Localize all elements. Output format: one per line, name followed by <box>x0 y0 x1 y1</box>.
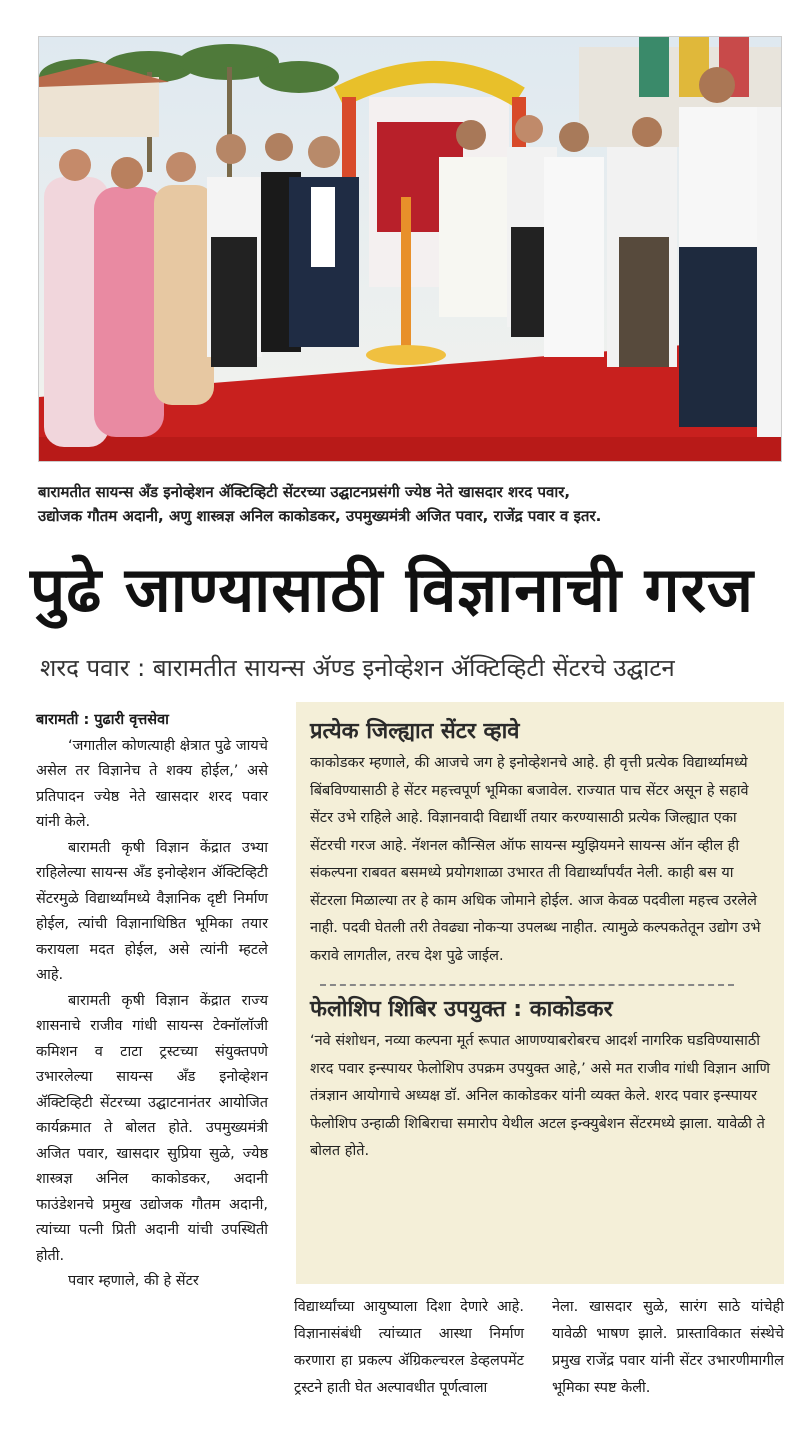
event-photo <box>38 36 782 462</box>
box-text-1: काकोडकर म्हणाले, की आजचे जग हे इनोव्हेशनचे आहे. ही वृत्ती प्रत्येक विद्यार्थ्यामध्ये बिंबविण्यासाठी हे सेंटर महत्त्वपूर्ण भूमिका बजावेल. राज्यात पाच सेंटर असून हे सहावे सेंटर उभे राहिले आहे. विज्ञानवादी विद्यार्थी तयार करण्यासाठी प्रत्येक जिल्ह्यात एका सेंटरची गरज आहे. नॅशनल कौन्सिल ऑफ सायन्स म्युझियमने सायन्स ऑन व्हील ही संकल्पना राबवत बसमध्ये प्रयोगशाळा उभारत ती विद्यार्थ्यांपर्यंत नेली. काही बस या सेंटरला मिळाल्या तर हे काम अधिक जोमाने होईल. आज केवळ पदवीला महत्त्व उरलेले नाही. पदवी घेतली तरी तेवढ्या नोकऱ्या उपलब्ध नाहीत. त्यामुळे कल्पकतेतून उद्योग उभे करावे लागतील, तरच देश पुढे जाईल. <box>310 755 761 964</box>
box-text-2: ‘नवे संशोधन, नव्या कल्पना मूर्त रूपात आणण्याबरोबरच आदर्श नागरिक घडविण्यासाठी शरद पवार इन्स्पायर फेलोशिप उपक्रम उपयुक्त आहे,’ असे मत राजीव गांधी विज्ञान आणि तंत्रज्ञान आयोगाचे अध्यक्ष डॉ. अनिल काकोडकर यांनी व्यक्त केले. शरद पवार इन्स्पायर फेलोशिप उन्हाळी शिबिराचा समारोप येथील अटल इन्क्युबेशन सेंटरमध्ये झाला. यावेळी ते बोलत होते. <box>310 1033 771 1159</box>
subheadline: शरद पवार : बारामतीत सायन्स ॲण्ड इनोव्हेशन ॲक्टिव्हिटी सेंटरचे उद्घाटन <box>40 654 675 682</box>
paragraph: ‘जगातील कोणत्याही क्षेत्रात पुढे जायचे असेल तर विज्ञानेच ते शक्य होईल,’ असे प्रतिपादन ज्येष्ठ नेते खासदार शरद पवार यांनी केले. <box>36 737 268 830</box>
sidebar-box <box>296 702 784 1284</box>
dashed-divider <box>320 984 734 986</box>
photo-caption <box>38 480 788 528</box>
headline: पुढे जाण्यासाठी विज्ञानाची गरज <box>30 553 754 626</box>
caption-line-1: बारामतीत सायन्स अँड इनोव्हेशन ॲक्टिव्हिटी सेंटरच्या उद्घाटनप्रसंगी ज्येष्ठ नेते खासदार शरद पवार, <box>38 483 571 501</box>
dateline: बारामती : पुढारी वृत्तसेवा <box>36 712 169 728</box>
paragraph: पवार म्हणाले, की हे सेंटर <box>68 1273 199 1289</box>
box-title-2: फेलोशिप शिबिर उपयुक्त : काकोडकर <box>310 997 613 1022</box>
caption-line-2: उद्योजक गौतम अदानी, अणु शास्त्रज्ञ अनिल काकोडकर, उपमुख्यमंत्री अजित पवार, राजेंद्र पवार व इतर. <box>38 507 602 525</box>
box-title-1: प्रत्येक जिल्ह्यात सेंटर व्हावे <box>310 719 520 744</box>
paragraph: बारामती कृषी विज्ञान केंद्रात उभ्या राहिलेल्या सायन्स अँड इनोव्हेशन ॲक्टिव्हिटी सेंटरमुळे विद्यार्थ्यांमध्ये वैज्ञानिक दृष्टी निर्माण होईल, त्यांची विज्ञानाधिष्ठित भूमिका तयार करायला मदत होईल, असे त्यांनी म्हटले आहे. <box>36 839 268 983</box>
paragraph: बारामती कृषी विज्ञान केंद्रात राज्य शासनाचे राजीव गांधी सायन्स टेक्नॉलॉजी कमिशन व टाटा ट्रस्टच्या संयुक्तपणे उभारलेल्या सायन्स अँड इनोव्हेशन ॲक्टिव्हिटी सेंटरच्या उद्घाटनानंतर आयोजित कार्यक्रमात ते बोलत होते. उपमुख्यमंत्री अजित पवार, खासदार सुप्रिया सुळे, ज्येष्ठ शास्त्रज्ञ अनिल काकोडकर, अदानी फाउंडेशनचे प्रमुख उद्योजक गौतम अदानी, त्यांच्या पत्नी प्रिती अदानी यांची उपस्थिती होती. <box>36 992 268 1264</box>
bottom-column-1: विद्यार्थ्यांच्या आयुष्याला दिशा देणारे आहे. विज्ञानासंबंधी त्यांच्यात आस्था निर्माण करणारा हा प्रकल्प ॲग्रिकल्चरल डेव्हलपमेंट ट्रस्टने हाती घेत अल्पावधीत पूर्णत्वाला <box>294 1299 524 1396</box>
left-column <box>36 708 268 1295</box>
bottom-column-2: नेला. खासदार सुळे, सारंग साठे यांचेही यावेळी भाषण झाले. प्रास्ताविकात संस्थेचे प्रमुख राजेंद्र पवार यांनी सेंटर उभारणीमागील भूमिका स्पष्ट केली. <box>552 1299 784 1396</box>
